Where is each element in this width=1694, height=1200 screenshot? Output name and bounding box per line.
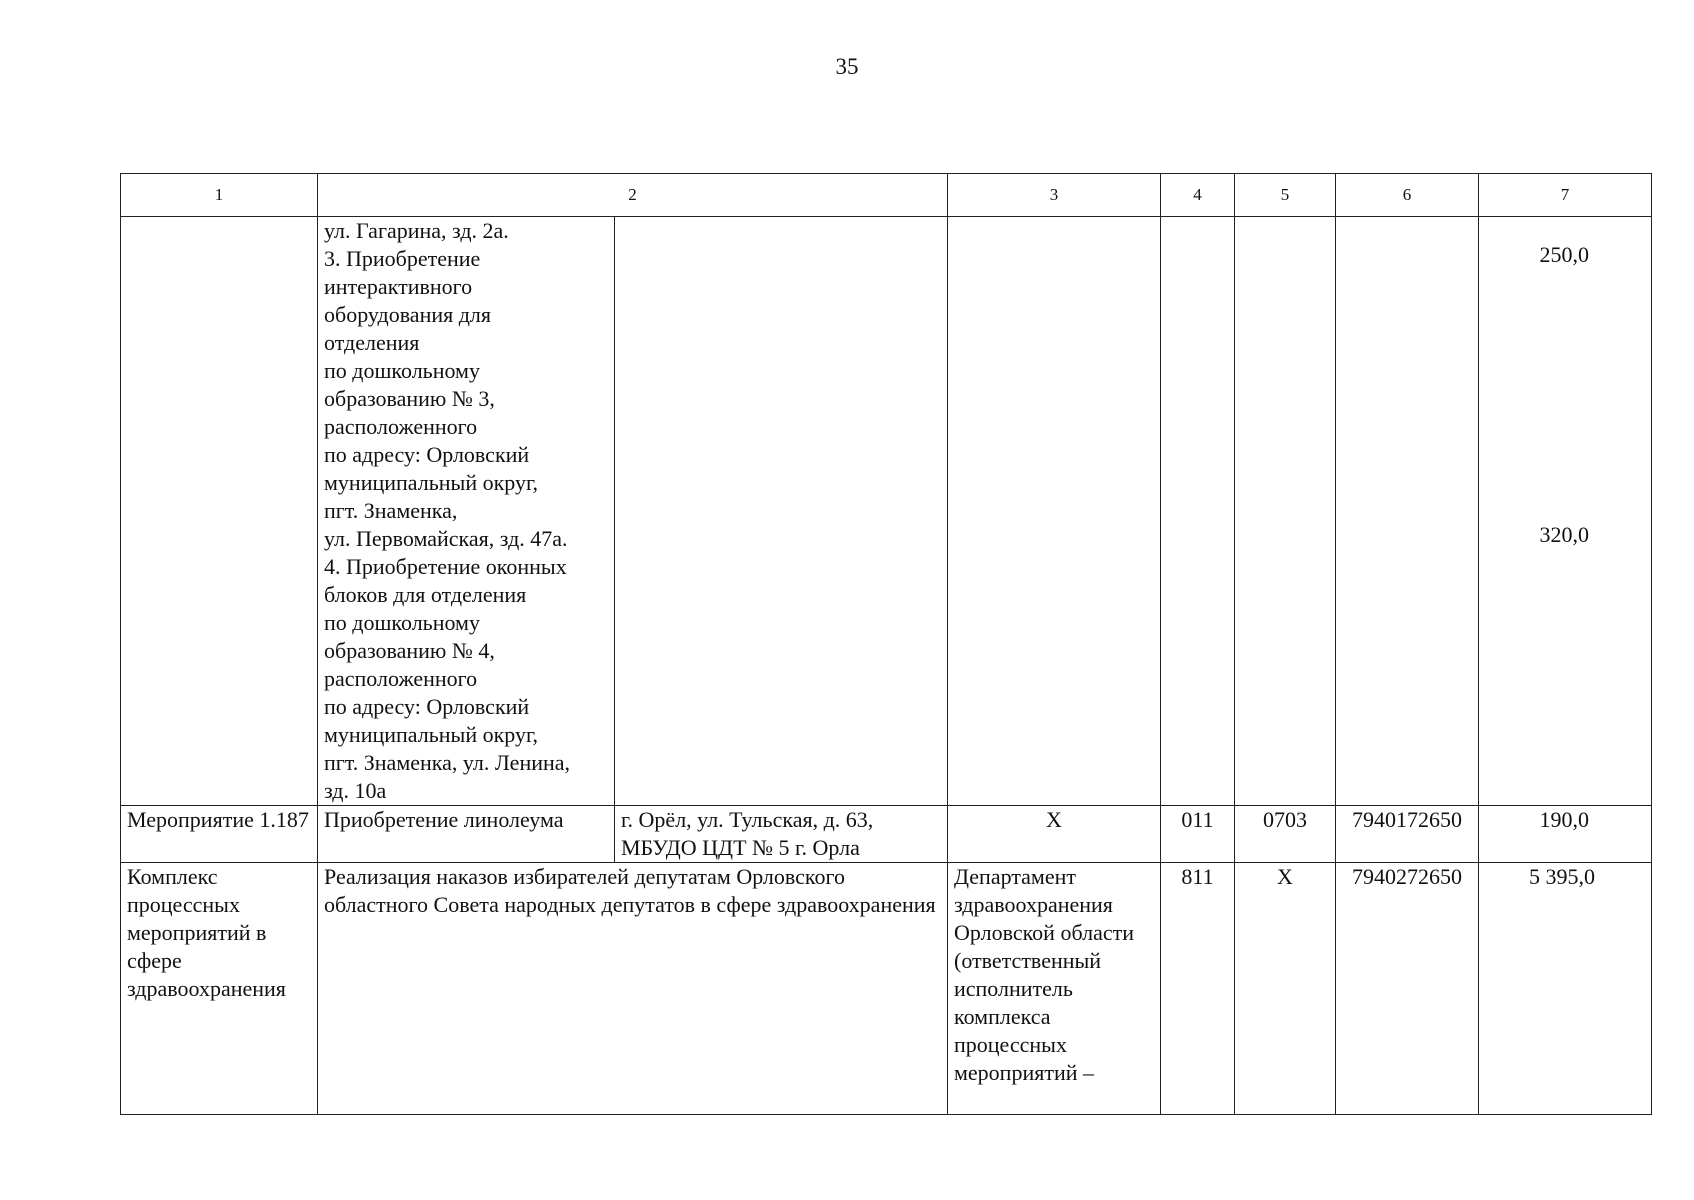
complex-row: [121, 863, 1652, 1115]
continued-row: [121, 217, 1652, 806]
description-line: 4. Приобретение оконных: [324, 554, 567, 579]
event-col5-cell: 0703: [1235, 806, 1336, 863]
description-line: оборудования для: [324, 302, 492, 327]
description-line: по дошкольному: [324, 610, 480, 635]
event-col6-cell: 7940172650: [1336, 806, 1479, 863]
header-col-2: 2: [318, 174, 948, 217]
event-description-cell: Приобретение линолеума: [318, 806, 615, 863]
description-line: отделения: [324, 330, 420, 355]
page-number: 35: [835, 54, 859, 79]
header-col-6: 6: [1336, 174, 1479, 217]
header-col-3: 3: [948, 174, 1161, 217]
description-line: блоков для отделения: [324, 582, 527, 607]
continued-name-cell: [121, 217, 318, 806]
column-number-row: [121, 174, 1652, 217]
continued-executor-cell: [948, 217, 1161, 806]
continued-col5-cell: [1235, 217, 1336, 806]
description-line: зд. 10а: [324, 778, 387, 803]
description-line: 3. Приобретение: [324, 246, 481, 271]
description-line: по адресу: Орловский: [324, 694, 530, 719]
complex-description-cell: Реализация наказов избирателей депутатам Орловского областного Совета народных депутатов в сфере здравоохранения: [318, 863, 948, 1115]
complex-col6-cell: 7940272650: [1336, 863, 1479, 1115]
complex-col4-cell: 811: [1161, 863, 1235, 1115]
complex-col5-cell: Х: [1235, 863, 1336, 1115]
description-line: образованию № 4,: [324, 638, 495, 663]
header-col-7: 7: [1479, 174, 1652, 217]
description-line: пгт. Знаменка,: [324, 498, 458, 523]
event-executor-cell: Х: [948, 806, 1161, 863]
complex-name-cell: Комплекс процессных мероприятий в сфере здравоохранения: [121, 863, 318, 1115]
complex-executor-cell: Департамент здравоохранения Орловской области (ответственный исполнитель комплекса процессных мероприятий –: [948, 863, 1161, 1115]
description-line: муниципальный округ,: [324, 722, 539, 747]
description-line: образованию № 3,: [324, 386, 495, 411]
amount-item-4: 320,0: [1539, 522, 1589, 547]
description-line: муниципальный округ,: [324, 470, 539, 495]
event-address-cell: г. Орёл, ул. Тульская, д. 63, МБУДО ЦДТ № 5 г. Орла: [615, 806, 948, 863]
continued-description-cell: [318, 217, 615, 806]
description-line: расположенного: [324, 414, 478, 439]
amount-item-3: 250,0: [1539, 242, 1589, 267]
description-line: пгт. Знаменка, ул. Ленина,: [324, 750, 571, 775]
description-line: расположенного: [324, 666, 478, 691]
budget-table: [120, 173, 1652, 1115]
continued-amount-cell: [1479, 217, 1652, 806]
event-name-cell: Мероприятие 1.187: [121, 806, 318, 863]
continued-address-cell: [615, 217, 948, 806]
continued-col6-cell: [1336, 217, 1479, 806]
header-col-4: 4: [1161, 174, 1235, 217]
event-col4-cell: 011: [1161, 806, 1235, 863]
complex-amount-cell: 5 395,0: [1479, 863, 1652, 1115]
description-line: по адресу: Орловский: [324, 442, 530, 467]
description-line: ул. Первомайская, зд. 47а.: [324, 526, 568, 551]
header-col-1: 1: [121, 174, 318, 217]
continued-col4-cell: [1161, 217, 1235, 806]
description-line: ул. Гагарина, зд. 2а.: [324, 218, 509, 243]
event-row: [121, 806, 1652, 863]
description-line: по дошкольному: [324, 358, 480, 383]
event-amount-cell: 190,0: [1479, 806, 1652, 863]
header-col-5: 5: [1235, 174, 1336, 217]
description-line: интерактивного: [324, 274, 473, 299]
